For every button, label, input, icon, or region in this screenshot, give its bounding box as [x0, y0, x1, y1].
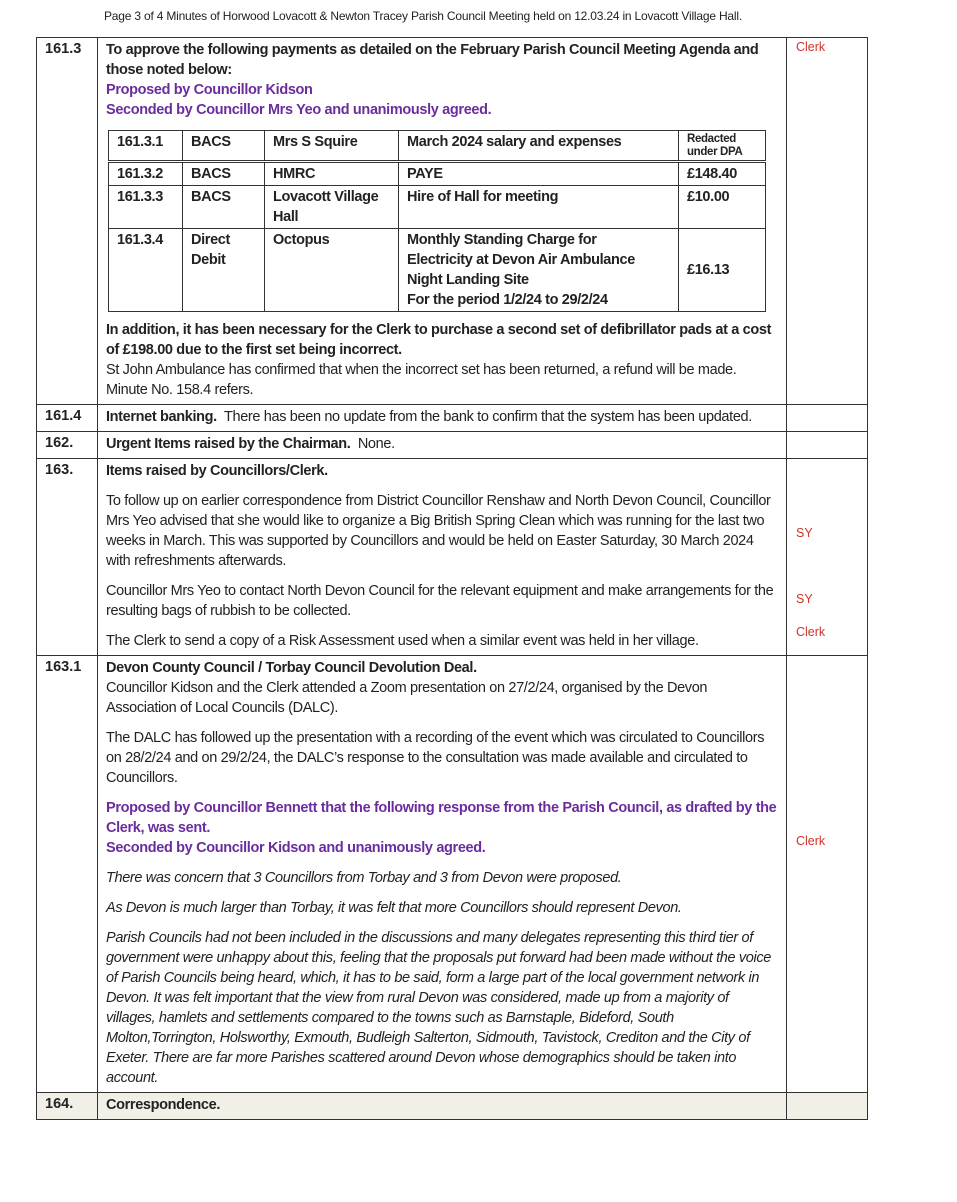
minute-row-163	[37, 459, 868, 656]
defibrillator-note: In addition, it has been necessary for the Clerk to purchase a second set of defibrillator pads at a cost of £198.00 due to the first set being incorrect.	[106, 322, 772, 358]
seconded-line: Seconded by Councillor Kidson and unanimously agreed.	[106, 840, 486, 856]
minute-row-163-1	[37, 656, 868, 1093]
response-paragraph: There was concern that 3 Councillors from Torbay and 3 from Devon were proposed.	[106, 870, 622, 886]
action-cell	[787, 656, 868, 1093]
minute-title: To approve the following payments as detailed on the February Parish Council Meeting Agenda and those noted below:	[106, 42, 759, 78]
payment-ref: 161.3.4	[109, 229, 183, 312]
payment-row	[109, 162, 766, 186]
minute-body	[98, 656, 787, 1093]
minute-number: 163.1	[37, 656, 98, 1093]
seconded-line: Seconded by Councillor Mrs Yeo and unanimously agreed.	[106, 102, 492, 118]
page-header: Page 3 of 4 Minutes of Horwood Lovacott & Newton Tracey Parish Council Meeting held on 12.03.24 in Lovacott Village Hall.	[104, 9, 742, 23]
minute-text: None.	[357, 436, 395, 452]
payment-payee: HMRC	[265, 162, 399, 186]
payment-amount: £16.13	[679, 229, 766, 312]
payment-description-line: For the period 1/2/24 to 29/2/24	[407, 292, 608, 308]
payment-ref: 161.3.3	[109, 186, 183, 229]
minute-paragraph: To follow up on earlier correspondence from District Councillor Renshaw and North Devon Council, Councillor Mrs Yeo advised that she would like to organize a Big British Spring Clean which was running for the last two weeks in March. This was supported by Councillors and would be held on Easter Saturday, 30 March 2024 with refreshments afterwards.	[106, 493, 771, 569]
minute-row-162	[37, 432, 868, 459]
response-paragraph: As Devon is much larger than Torbay, it was felt that more Councillors should represent Devon.	[106, 900, 682, 916]
payment-row	[109, 186, 766, 229]
minute-body	[98, 459, 787, 656]
action-cell	[787, 1093, 868, 1120]
minute-body	[98, 405, 787, 432]
minute-row-164	[37, 1093, 868, 1120]
payment-description: PAYE	[399, 162, 679, 186]
payment-amount: Redacted under DPA	[679, 131, 766, 162]
minute-paragraph: The Clerk to send a copy of a Risk Assessment used when a similar event was held in her village.	[106, 633, 699, 649]
minute-text: There has been no update from the bank to confirm that the system has been updated.	[223, 409, 752, 425]
payment-description-line: Night Landing Site	[407, 272, 529, 288]
minute-number: 161.3	[37, 38, 98, 405]
payment-row	[109, 229, 766, 312]
minute-body	[98, 38, 787, 405]
payment-payee: Octopus	[265, 229, 399, 312]
minute-title: Internet banking.	[106, 409, 217, 425]
payment-description-line: Electricity at Devon Air Ambulance	[407, 252, 635, 268]
payment-row	[109, 131, 766, 162]
action-owner: Clerk	[796, 834, 826, 848]
minute-title: Devon County Council / Torbay Council Devolution Deal.	[106, 660, 477, 676]
action-owner: SY	[796, 526, 813, 540]
minutes-table	[36, 37, 868, 1120]
payment-description	[399, 229, 679, 312]
payment-ref: 161.3.1	[109, 131, 183, 162]
payment-method: BACS	[183, 162, 265, 186]
action-cell	[787, 38, 868, 405]
action-cell	[787, 432, 868, 459]
proposed-line: Proposed by Councillor Bennett that the following response from the Parish Council, as drafted by the Clerk, was sent.	[106, 800, 777, 836]
proposed-line: Proposed by Councillor Kidson	[106, 82, 313, 98]
minute-title: Items raised by Councillors/Clerk.	[106, 463, 328, 479]
minute-title: Urgent Items raised by the Chairman.	[106, 436, 351, 452]
minute-body	[98, 432, 787, 459]
action-owner: SY	[796, 592, 813, 606]
refund-note: St John Ambulance has confirmed that when the incorrect set has been returned, a refund will be made. Minute No. 158.4 refers.	[106, 362, 737, 398]
minute-paragraph: Councillor Kidson and the Clerk attended a Zoom presentation on 27/2/24, organised by the Devon Association of Local Councils (DALC).	[106, 680, 708, 716]
payment-payee: Lovacott Village Hall	[265, 186, 399, 229]
minute-number: 162.	[37, 432, 98, 459]
payment-method: BACS	[183, 131, 265, 162]
payment-method: BACS	[183, 186, 265, 229]
minute-paragraph: Councillor Mrs Yeo to contact North Devon Council for the relevant equipment and make arrangements for the resulting bags of rubbish to be collected.	[106, 583, 774, 619]
minute-title: Correspondence.	[106, 1097, 220, 1113]
payment-description-line: Monthly Standing Charge for	[407, 232, 597, 248]
action-owner: Clerk	[796, 625, 826, 639]
minute-number: 163.	[37, 459, 98, 656]
action-cell	[787, 405, 868, 432]
minute-row-161-4	[37, 405, 868, 432]
action-owner: Clerk	[796, 40, 826, 54]
payment-amount: £10.00	[679, 186, 766, 229]
payments-table	[108, 130, 766, 312]
minute-body	[98, 1093, 787, 1120]
payment-method: Direct Debit	[183, 229, 265, 312]
payment-amount: £148.40	[679, 162, 766, 186]
payment-description: Hire of Hall for meeting	[399, 186, 679, 229]
action-cell	[787, 459, 868, 656]
payment-payee: Mrs S Squire	[265, 131, 399, 162]
response-paragraph: Parish Councils had not been included in the discussions and many delegates representing this third tier of government were unhappy about this, feeling that the proposals put forward had been made without the voice of Parish Councils being heard, which, it has to be said, form a large part of the local government network in Devon. It was felt important that the view from rural Devon was considered, made up from a majority of villages, hamlets and settlements compared to the towns such as Barnstaple, Bideford, South Molton,Torrington, Holsworthy, Exmouth, Budleigh Salterton, Sidmouth, Tavistock, Crediton and the City of Exeter. There are far more Parishes scattered around Devon whose demographics should be taken into account.	[106, 930, 771, 1086]
payment-ref: 161.3.2	[109, 162, 183, 186]
minute-number: 161.4	[37, 405, 98, 432]
payment-description: March 2024 salary and expenses	[399, 131, 679, 162]
minute-row-161-3	[37, 38, 868, 405]
minute-paragraph: The DALC has followed up the presentation with a recording of the event which was circulated to Councillors on 28/2/24 and on 29/2/24, the DALC’s response to the consultation was made available and circulated to Councillors.	[106, 730, 765, 786]
minute-number: 164.	[37, 1093, 98, 1120]
